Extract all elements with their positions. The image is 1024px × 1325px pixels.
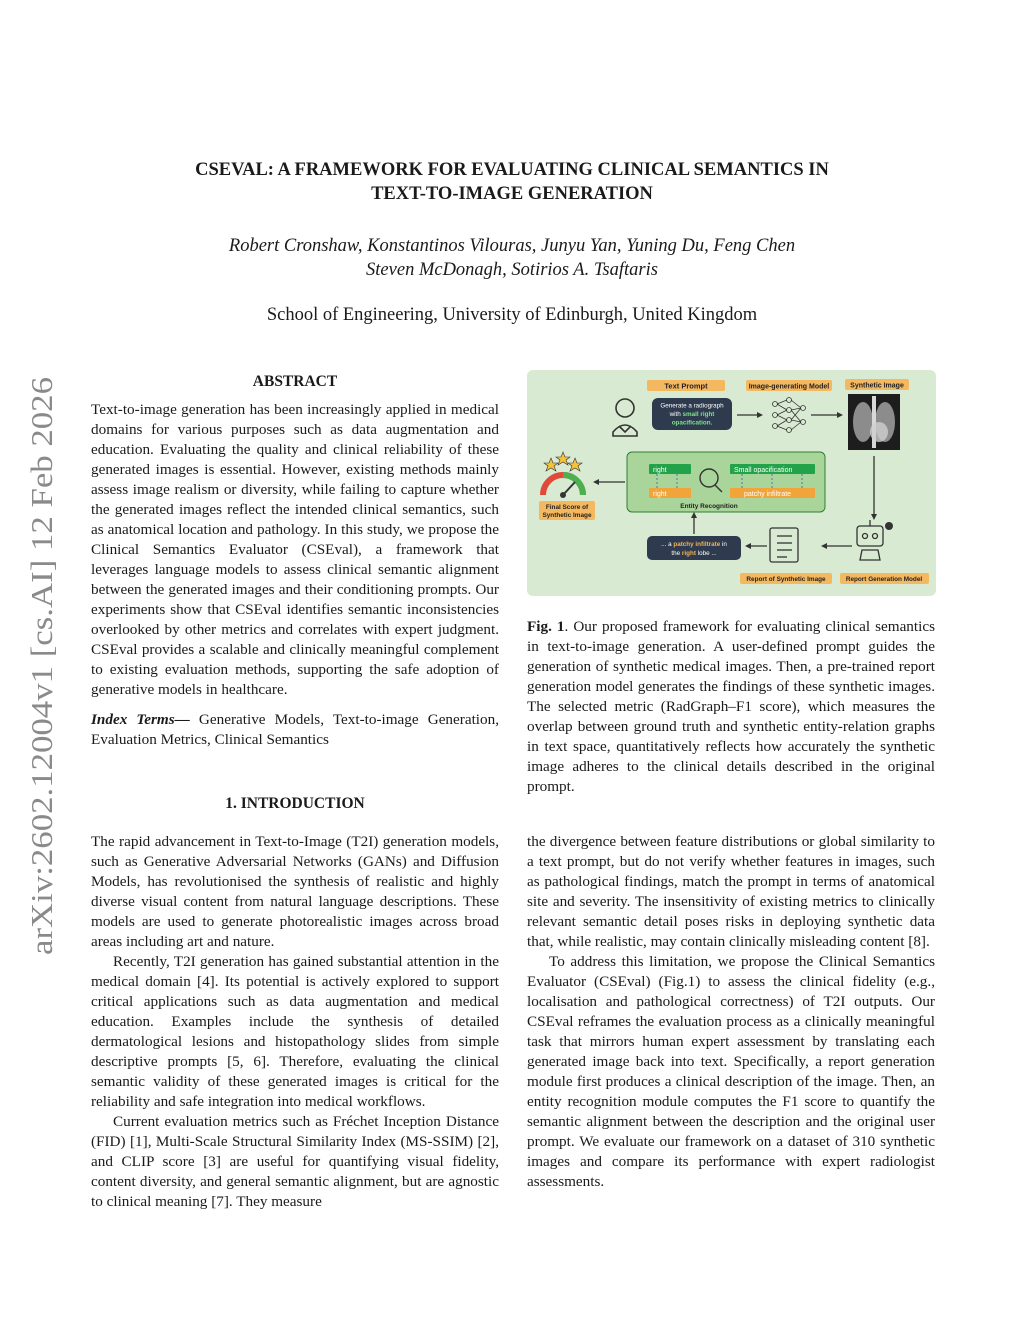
entity-top-right: Small opacification (734, 467, 793, 474)
title-line-2: TEXT-TO-IMAGE GENERATION (371, 184, 653, 204)
intro-paragraph-1: The rapid advancement in Text-to-Image (T2I) generation models, such as Generative Adversarial Networks (GANs) and Diffusion Models, has revolutionised the synthesis of realistic and highly diverse visual content from natural language descriptions. These models are used to generate photorealistic images across broad areas including art and nature. (91, 833, 499, 950)
arxiv-identifier (18, 375, 62, 955)
svg-text:with small right (669, 411, 716, 418)
caption-label: Fig. 1 (527, 618, 565, 635)
affiliation: School of Engineering, University of Edinburgh, United Kingdom (266, 305, 758, 325)
svg-text:the right lobe ... (671, 550, 716, 557)
svg-text:opacification. (672, 420, 713, 427)
doctor-icon (613, 399, 637, 436)
report-line-1-post: in (720, 541, 727, 548)
report-highlight-2: right (681, 550, 696, 557)
report-line-1-pre: ... a (661, 541, 674, 548)
intro-paragraph-2: Recently, T2I generation has gained substantial attention in the medical domain [4]. Its potential is actively explored to support critical applications such as data augmentation and medical education. Examples include the synthesis of detailed dermatological lesions and histopathology slides from simple descriptive prompts [5, 6]. Therefore, evaluating the clinical semantic validity of these generated images is critical for the reliability and safe integration into medical workflows. (91, 953, 499, 1110)
arxiv-id-text: arXiv:2602.12004v1 [cs.AI] 12 Feb 2026 (24, 440, 59, 955)
score-gauge-icon (543, 475, 583, 498)
abstract-text: Text-to-image generation has been increasingly applied in medical domains for various purposes such as data augmentation and education. Evaluating the quality and clinical reliability of these generated images is essential. However, existing methods mainly assess image realism or diversity, while failing to capture whether the generated images reflect the intended clinical semantics, such as anatomical location and pathology. In this study, we propose the Clinical Semantics Evaluator (CSEval), a framework that leverages language models to assess clinical semantic alignment between the generated images and their conditioning prompts. Our experiments show that CSEval identifies semantic inconsistencies overlooked by other metrics and correlates with expert judgment. CSEval provides a scalable and clinically meaningful complement to existing evaluation methods, supporting the safe adoption of generative models in healthcare. (91, 401, 499, 698)
author-list (120, 234, 904, 282)
neural-network-icon (773, 398, 806, 433)
report-line-2-pre: the (671, 550, 682, 557)
abstract-heading: ABSTRACT (252, 373, 338, 390)
robot-icon (857, 520, 883, 560)
label-synthetic-image: Synthetic Image (850, 382, 904, 390)
prompt-highlight-1: small right (682, 411, 715, 418)
report-document-icon (770, 528, 798, 562)
index-terms (91, 710, 499, 750)
label-entity-recognition: Entity Recognition (680, 503, 738, 510)
authors-line-2: Steven McDonagh, Sotirios A. Tsaftaris (366, 260, 658, 280)
title-line-1: CSEVAL: A FRAMEWORK FOR EVALUATING CLINICAL SEMANTICS IN (195, 160, 829, 180)
report-line-2-post: lobe ... (695, 550, 717, 557)
introduction-left-column (91, 832, 499, 1212)
entity-top-left: right (653, 467, 667, 474)
intro-paragraph-5: To address this limitation, we propose the Clinical Semantics Evaluator (CSEval) (Fig.1) to assess the clinical fidelity (e.g., localisation and pathological correctness) of T2I outputs. Our CSEval reframes the evaluation process as a clinically meaningful task that mirrors human expert assessment by translating each generated image back into text. Specifically, a report generation module first produces a clinical description of the image. Then, an entity recognition module computes the F1 score to quantify the semantic alignment between the description and the original user prompt. We evaluate our framework on a dataset of 310 synthetic images and compare its performance with expert radiologist assessments. (527, 953, 935, 1190)
caption-text: . Our proposed framework for evaluating clinical semantics in text-to-image generation. A user-defined prompt guides the generation of synthetic medical images. Then, a pre-trained report generation model generates the findings of these synthetic images. The selected metric (RadGraph–F1 score), which measures the overlap between ground truth and synthetic entity-relation graphs in text space, quantitatively reflects how accurately the synthetic image adheres to the clinical details described in the original prompt. (527, 618, 935, 795)
introduction-right-column (527, 832, 935, 1192)
index-terms-label: Index Terms— (91, 711, 190, 728)
entity-bottom-left: right (653, 491, 667, 498)
label-report-model: Report Generation Model (845, 576, 923, 583)
report-highlight-1: patchy infiltrate (673, 541, 721, 548)
paper-title (120, 158, 904, 206)
index-terms-text: Generative Models, Text-to-image Generation, Evaluation Metrics, Clinical Semantics (91, 711, 499, 748)
prompt-line-3-post: . (710, 419, 713, 427)
authors-line-1: Robert Cronshaw, Konstantinos Vilouras, Junyu Yan, Yuning Du, Feng Chen (228, 236, 796, 256)
label-text-prompt: Text Prompt (664, 381, 708, 391)
intro-paragraph-4: the divergence between feature distributions or global similarity to a text prompt, but do not verify whether features in images, such as pathological findings, match the prompt in terms of anatomical site and severity. The insensitivity of existing metrics to clinically relevant semantic detail poses risks in deploying synthetic data that, while realistic, may contain clinically misleading content [8]. (527, 833, 935, 950)
intro-paragraph-3: Current evaluation metrics such as Fréchet Inception Distance (FID) [1], Multi-Scale Structural Similarity Index (MS-SSIM) [2], and CLIP score [3] are useful for quantifying visual fidelity, content diversity, and general semantic alignment, but are agnostic to clinical meaning [7]. They measure (91, 1113, 499, 1210)
label-report-synthetic: Report of Synthetic Image (746, 576, 826, 583)
label-final-score-1: Final Score of (545, 504, 589, 511)
label-image-model: Image-generating Model (748, 383, 830, 391)
label-final-score-2: Synthetic Image (542, 512, 592, 519)
settings-gear-icon (885, 522, 893, 530)
svg-text:... a patchy infiltrate in (661, 541, 727, 548)
figure-1-diagram (527, 370, 936, 596)
introduction-heading: 1. INTRODUCTION (225, 795, 365, 812)
abstract-section (91, 372, 499, 750)
rating-stars-icon (544, 452, 582, 471)
prompt-line-1: Generate a radiograph (660, 402, 724, 410)
figure-1-caption (527, 617, 935, 797)
chest-xray-image (848, 394, 900, 450)
entity-bottom-right: patchy infiltrate (744, 491, 792, 498)
prompt-highlight-2: opacification (671, 419, 711, 427)
prompt-line-2-pre: with (669, 411, 683, 418)
